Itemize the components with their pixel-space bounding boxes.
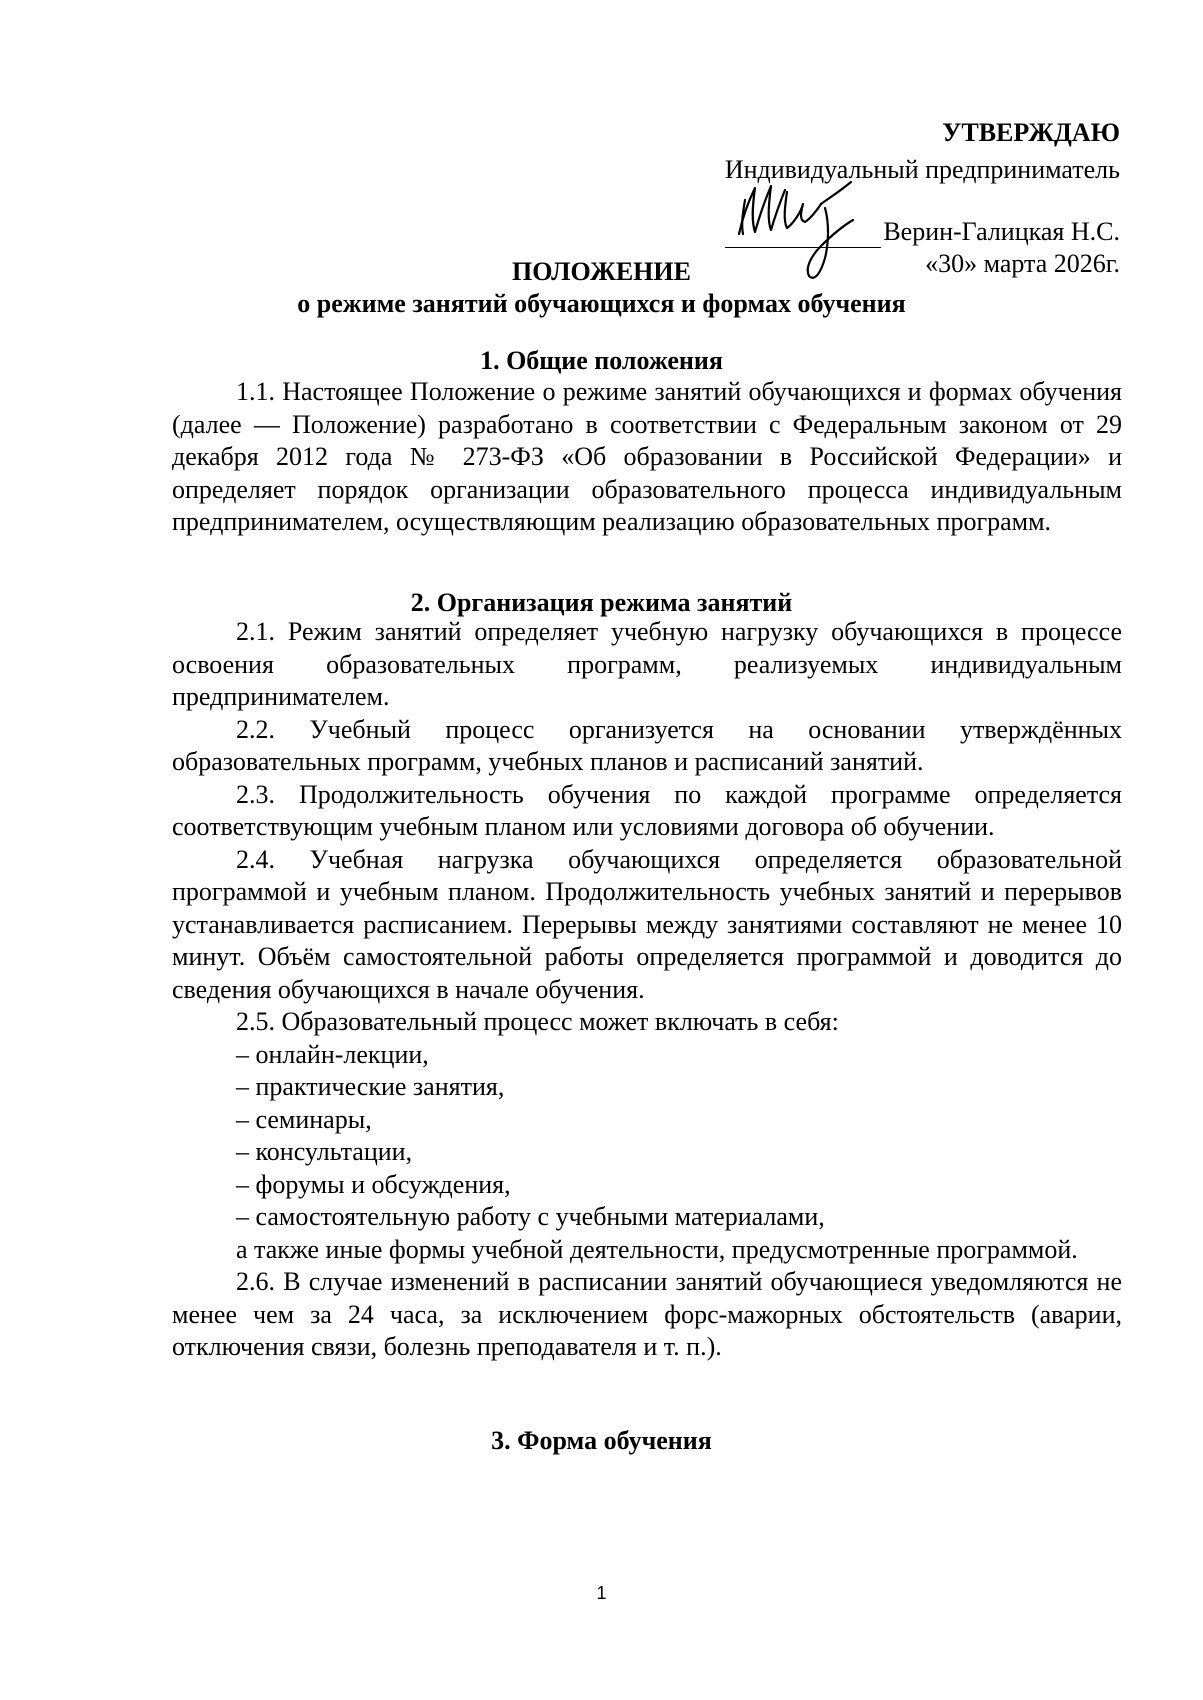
paragraph-2-1: 2.1. Режим занятий определяет учебную нагрузку обучающихся в процессе освоения образовательных программ, реализуемых индивидуальным предпринимателем. [172,617,1122,711]
approval-date: «30» марта 2026г. [925,249,1120,278]
paragraph-1-1: 1.1. Настоящее Положение о режиме занятий обучающихся и формах обучения (далее — Положение) разработано в соответствии с Федеральным законом от 29 декабря 2012 года № 273-ФЗ «Об образовании в Российской Федерации» и определяет порядок организации образовательного процесса индивидуальным предпринимателем, осуществляющим реализацию образовательных программ. [172,377,1122,536]
list-item: – онлайн-лекции, [236,1039,429,1069]
paragraph-2-4: 2.4. Учебная нагрузка обучающихся определяется образовательной программой и учебным планом. Продолжительность учебных занятий и перерывов устанавливается расписанием. Перерывы между занятиями составляют не менее 10 минут. Объём самостоятельной работы определяется программой и доводится до сведения обучающихся в начале обучения. [172,844,1122,1004]
list-item: – самостоятельную работу с учебными материалами, [236,1202,825,1231]
paragraph-2-2: 2.2. Учебный процесс организуется на основании утверждённых образовательных программ, учебных планов и расписаний занятий. [172,714,1122,776]
section-2-body [172,616,1122,1364]
list-item: – практические занятия, [236,1072,505,1101]
list-item: – форумы и обсуждения, [236,1169,511,1199]
approval-title: УТВЕРЖДАЮ [942,118,1120,147]
document-subtitle: о режиме занятий обучающихся и формах обучения [297,289,906,318]
document-title: ПОЛОЖЕНИЕ [512,257,691,286]
page-number: 1 [596,1583,607,1603]
approver-position: Индивидуальный предприниматель [724,155,1120,184]
section-2-heading: 2. Организация режима занятий [410,588,793,617]
paragraph-2-3: 2.3. Продолжительность обучения по каждой программе определяется соответствующим учебным планом или условиями договора об обучении. [172,779,1122,841]
paragraph-2-6: 2.6. В случае изменений в расписании занятий обучающиеся уведомляются не менее чем за 24 часа, за исключением форс-мажорных обстоятельств (аварии, отключения связи, болезнь преподавателя и т. п.). [172,1267,1122,1361]
paragraph-2-5: 2.5. Образовательный процесс может включать в себя: [236,1007,839,1036]
section-1-body [172,376,1122,539]
approver-name: Верин-Галицкая Н.С. [883,217,1120,246]
list-item: – семинары, [236,1104,372,1134]
section-1-heading: 1. Общие положения [480,346,723,375]
list-item: – консультации, [236,1137,413,1166]
section-3-heading: 3. Форма обучения [491,1426,712,1455]
paragraph-2-5-tail: а также иные формы учебной деятельности, предусмотренные программой. [236,1234,1078,1264]
